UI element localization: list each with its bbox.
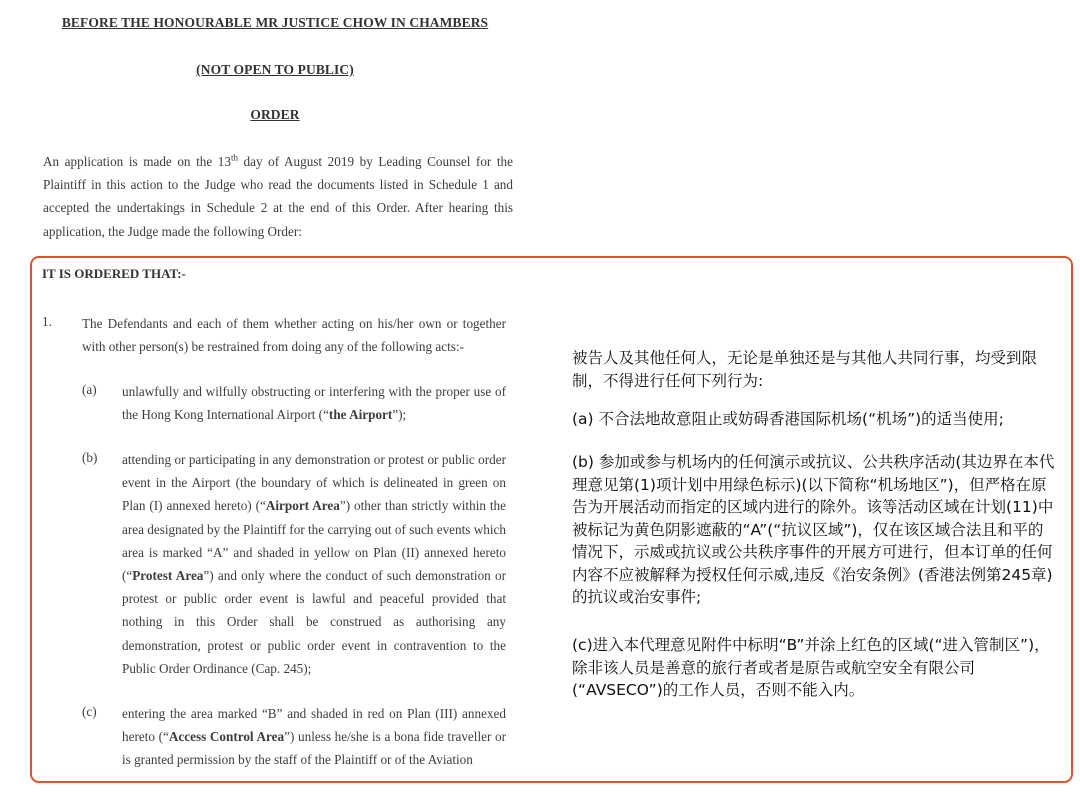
item-a-text-start: unlawfully and wilfully obstructing or interfering with the proper use of the Hong Kong International Airport (“ [122,384,506,423]
item-a-number: (a) [82,382,97,397]
intro-paragraph [43,150,513,243]
item-1-text: The Defendants and each of them whether acting on his/her own or together with other person(s) be restrained from doing any of the following acts:- [82,316,506,355]
item-b-text-1: attending or participating in any demonstration or protest or public order event in the Airport (the boundary of which is delineated in green on Plan (I) annexed hereto) (“ [122,452,506,514]
translation-item-c: (c)进入本代理意见附件中标明“B”并涂上红色的区域(“进入管制区”)，除非该人员是善意的旅行者或者是原告或航空安全有限公司(“AVSECO”)的工作人员，否则不能入内。 [572,636,1050,699]
intro-superscript: th [230,152,238,163]
intro-text-start: An application is made on the 13 [43,154,231,169]
item-b-text-3: ”) and only where the conduct of such demonstration or protest or public order event is lawful and peaceful provided that nothing in this Order shall be construed as authorising any demonstration, protest or public order event in contravention to the Public Order Ordinance (Cap. 245); [122,568,506,676]
item-c-number: (c) [82,704,97,719]
item-c-text [122,702,506,772]
ordered-heading: IT IS ORDERED THAT:- [42,266,186,281]
order-heading: ORDER [250,107,300,122]
item-c-text-1: entering the area marked “B” and shaded in red on Plan (III) annexed hereto (“ [122,706,506,745]
item-a-text-end: ”); [392,407,407,423]
item-c-defined-term: Access Control Area [168,729,285,745]
item-b-text [122,448,506,680]
translation-main: 被告人及其他任何人，无论是单独还是与其他人共同行事，均受到限制，不得进行任何下列行为: [572,349,1038,390]
intro-text-rest: day of August 2019 by Leading Counsel for the Plaintiff in this action to the Judge who read the documents listed in Schedule 1 and accepted the undertakings in Schedule 2 at the end of this Order. After hearing this application, the Judge made the following Order: [43,154,513,239]
document-court-heading: BEFORE THE HONOURABLE MR JUSTICE CHOW IN CHAMBERS [61,15,489,30]
translation-item-a: (a) 不合法地故意阻止或妨碍香港国际机场(“机场”)的适当使用; [572,410,1004,428]
item-b-defined-term-1: Airport Area [265,498,340,514]
item-a-text [122,380,506,426]
item-b-text-2: ”) other than strictly within the area designated by the Plaintiff for the carrying out of such events which area is marked “A” and shaded in yellow on Plan (II) annexed hereto (“ [122,498,506,584]
translation-item-b: (b) 参加或参与机场内的任何演示或抗议、公共秩序活动(其边界在本代理意见第(1)项计划中用绿色标示)(以下简称“机场地区”)，但严格在原告为开展活动而指定的区域内进行的除外。该等活动区域在计划(11)中被标记为黄色阴影遮蔽的“A”(“抗议区域”)，仅在该区域合法且和平的情况下，示威或抗议或公共秩序事件的开展方可进行，但本订单的任何内容不应被解释为授权任何示威,违反《治安条例》(香港法例第245章)的抗议或治安事件; [572,453,1055,606]
item-b-number: (b) [82,450,98,465]
item-a-defined-term: the Airport [328,407,393,423]
item-c-text-2: ”) unless he/she is a bona fide traveller or is granted permission by the staff of the Plaintiff or of the Aviation [122,729,506,768]
not-open-to-public-heading: (NOT OPEN TO PUBLIC) [196,62,354,77]
item-1-number: 1. [42,314,52,329]
item-b-defined-term-2: Protest Area [132,568,204,584]
